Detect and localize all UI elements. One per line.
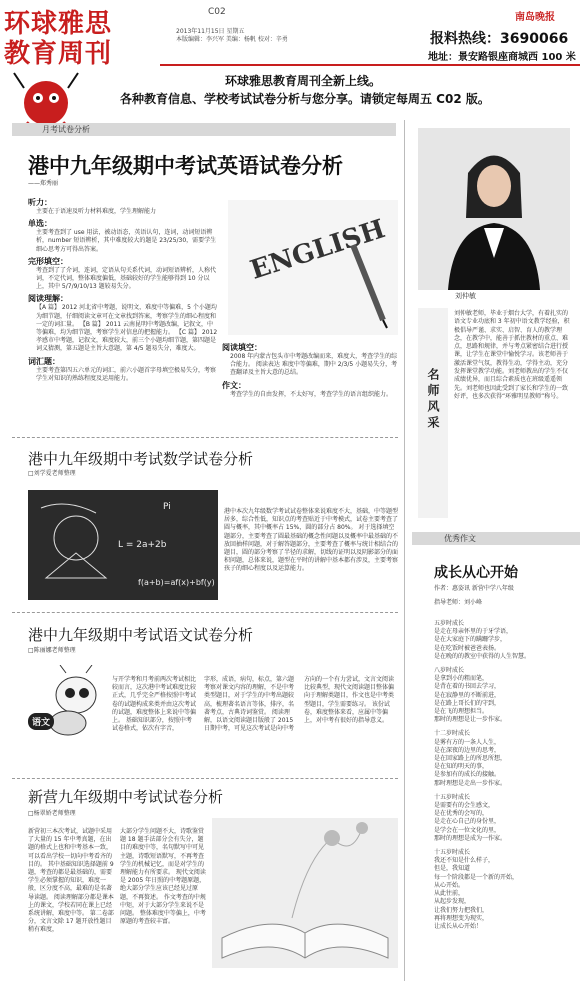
teacher-photo xyxy=(418,128,570,290)
page-code: C02 xyxy=(208,7,226,17)
math-sketch xyxy=(36,498,116,593)
article-xinying-byline: □杨翠娇老师整理 xyxy=(28,810,76,817)
section-head: 听力： xyxy=(28,198,52,207)
column-label-box xyxy=(418,308,448,518)
math-chalkboard-image xyxy=(28,490,218,600)
pen-icon xyxy=(343,240,398,330)
article-math-byline: □刘学爱老师整理 xyxy=(28,470,76,477)
newspaper-logo: 南岛晚报 xyxy=(515,12,555,23)
article-xinying-col1: 新营初三本次考试，试题中采用了大量的 15 年中考真题，在出题的格式上也和中考基本一致，可以看出学校一切向中考看齐的目的。 其中基础知识选择题前 9 题，考查的都是最基础的，需要学生必须掌握的知识，难度一般，区分度不高，最难的是名著导读题。 阅读理解部分都是课本上的课文，学校若同在课上已经系统讲解，难度中等。 第二卷部分，文言文除 17 题开放性题目稍有难度， xyxy=(28,828,114,934)
article-chinese-col3: 方向的一个有力尝试，文言文阅读比较典型，现代文阅读题目整体偏向于理解类题目，作文也是中考类型题目，学生需要练习。 该份试卷，难度整体来看，应属中等偏上，对中考有很好的指导意义。 xyxy=(304,676,395,725)
section-text: 主要考查到了 use 用法，被动语态，英语认句，连词，动词短语辨析，number 短语辨析，其中难度较大的题是 23/25/30，需要学生细心思考方可得出答案。 xyxy=(36,229,217,253)
formula-3: Pi xyxy=(163,502,171,512)
section-head: 作文： xyxy=(222,380,246,390)
masthead-title-line1: 环球雅思 xyxy=(4,9,113,39)
divider xyxy=(12,778,398,780)
chinese-logo-text: 语文 xyxy=(28,713,54,730)
section-text: 2008 年内蒙古包头市中考题改编而来，难度大，考查学生的综合能力。 阅读表达 难度中等偏难，期中 2/3/5 小题易失分，考查翻译及主旨大意的总结。 xyxy=(230,353,398,377)
article-english-body-left xyxy=(28,195,218,383)
teacher-name: 刘仲敏 xyxy=(455,292,476,300)
section-head: 词汇题： xyxy=(28,356,60,366)
english-illustration xyxy=(228,200,398,335)
divider xyxy=(12,612,398,614)
essay-author: 作者：惠姿讯 新营中学八年级 xyxy=(434,585,514,592)
section-text: 主要在于语速及听力材料难度，学生理解能力 xyxy=(36,208,157,215)
banner-line-1: 环球雅思教育周刊全新上线。 xyxy=(225,74,382,88)
essay-poem xyxy=(434,620,574,931)
poem-stanza: 十二岁时成长 是雾有方的一条人人生， 是在深夜的边里的思考， 是在回家路上的所思所想， 是在知的明天的事， 是参加有的成长的接触。 那时理想是走出一步作家。 xyxy=(434,730,507,787)
address: 地址：景安路银座商城西 100 米 xyxy=(428,52,576,63)
date-line-1: 2013年11月15日 星期五 xyxy=(176,28,245,35)
article-xinying-col2: 大部分学生问题不大，诗歌鉴赏题 18 题手法部分会有失分，题目的难度中等，名句默写中可见主题，诗歌短语默写，不再考查学生的机械记忆，而是对学生的理解能力有所要求。 现代文阅读是 2005 年日照的中考题原题，绝大部分学生应该已经见过原题，不再赘述。 作文考查的中规中矩，对于大部分学生来说不是问题。 整体难度中等偏上，中考原题的考查较丰富。 xyxy=(120,828,206,926)
article-xinying-title: 新营九年级期中考试试卷分析 xyxy=(28,788,224,806)
section-text: 主要考查第四五六单元的词汇，前六小题首字母填空极易失分，考察学生对知识的熟练程度及运用能力。 xyxy=(36,366,217,382)
formula-2: f(a+b)=af(x)+bf(y) xyxy=(138,578,215,587)
date-line-2: 本版编辑：李兴军 美编：杨帆 校对：辛勇 xyxy=(176,36,288,43)
hotline-number: 3690066 xyxy=(500,31,569,47)
section-head: 阅读填空： xyxy=(222,343,262,352)
banner-line-2: 各种教育信息、学校考试试卷分析与您分享。请锁定每周五 C02 版。 xyxy=(120,92,490,106)
bee-icon xyxy=(28,665,108,745)
mascot-icon xyxy=(6,68,86,148)
section-head: 单选： xyxy=(28,219,52,229)
teacher-bio: 刘仲敏老师，毕业于烟台大学，有着扎实的语文专业功底和 3 年初中语文教学经验，积极倡导严谨、求实、启智、育人的教学理念，在教学中，能善于抓住教材的重点、难点，思路和规律，并与考点紧密结合进行授课，让学生在课堂中愉悦学习。该老师善于激活课堂气氛，教得生动，学得主动，充分发挥课堂教学功能。刘老师教出的学生不仅成绩优异，而且综合素质也在班级遥遥领先。刘老师也因此受到了家长和学生的一致好评，也多次获得“环雅明星教师”称号。 xyxy=(454,310,570,400)
book-icon xyxy=(212,818,398,968)
article-math-text: 港中本次九年级数学考试试卷整体来说难度不大，基础，中等题型居多，综合性低，知识点的考查贴近于中考模式，试卷主要考查了圆与概率，其中概率占 15%，圆的部分占 80%。 对于选择填空题部分，主要考查了圆最基础的概念性问题以及概率中最基础的不放回抽样问题，对于解答题部分，主要考查了概率与统计相结合的题目，圆的部分考察了半径的求解，切线的证明以及阴影部分的面积问题，总体来说，题型在平时的讲解中基本都有涉及，主要考察孩子的细心程度以及运算能力。 xyxy=(224,508,399,573)
poem-stanza: 八岁时成长 是拿到小的粗而笔， 是背在着的书回去学习， 是在寂静里的不断前进， 是在路上哥长们的守到， 是在飞的理想担当。 那时的理想是让一步作家。 xyxy=(434,667,507,724)
essay-teacher: 指导老师：刘小峰 xyxy=(434,599,483,606)
column-label: 名师风采 xyxy=(426,368,440,432)
open-book-image xyxy=(212,818,398,968)
section-text: 考查学生的自由发挥，不太好写，考查学生的语言组织能力。 xyxy=(230,390,393,398)
teacher-portrait-icon xyxy=(418,128,570,290)
article-chinese-col1: 与开学考和月考前两次考试相比较而言，这次港中考试难度比较正式，几乎完全严格按照中考试卷的试题构成来类并由这次考试的试题，难度整体上来说中等偏上。 基础知识部分，按照中考试卷格式，依次有字音， xyxy=(112,676,197,733)
formula-1: L = 2a+2b xyxy=(118,540,167,550)
article-english-byline: ——郑秀丽 xyxy=(28,180,59,187)
header-rule xyxy=(160,64,580,66)
article-english-body-right xyxy=(222,340,398,399)
poem-stanza: 十五岁时成长 我还不知是什么样子， 但是，我知道 每一个阶段都是一个新的开始， 从心开始。 从此往前， 从起步发现， 让我们努力把我们， 再将理想变为现实， 让成长从心开始！ xyxy=(434,849,519,930)
poem-stanza: 五岁时成长 是走在母亲怀里的于牙学语， 是在大家庭下的蹒跚学步， 是在吃饭时被爸爸表扬。 是在晚的的教室中获得的人生智慧。 xyxy=(434,620,531,660)
article-english-title: 港中九年级期中考试英语试卷分析 xyxy=(28,154,343,178)
divider xyxy=(12,437,398,439)
bee-mascot xyxy=(28,665,108,745)
article-chinese-col2: 字形，成语，病句，标点，第六题考察对课文内容的理解，不是中考类型题目，对于学生的中考出题较高，梳理著名语言等体，排序，名著考点，古典诗词鉴赏。 阅读理解，以语文阅读题目版般了 2015 日期中考，可见这次考试是向中考 xyxy=(204,676,295,733)
article-chinese-byline: □陈丽娜老师整理 xyxy=(28,647,76,654)
section-tag: 月考试卷分析 xyxy=(12,123,396,136)
section-text: 【A 篇】 2012 河北省中考题，说明文，难度中等偏难，5 个小题均为细节题，仔细阅读文章可在文章找到答案，考察学生的细心程度和一定的词汇量。 【B 篇】 2011 云南昆明中考题改编，记叙文，中等偏难，均为细节题，考察学生对信息的把握能力。 【C 篇】 2012 孝感市中考题，记叙文，难度较大，前三个小题均细节题，第四题是词义猜测，第五题是主旨大意题，第 4/5 题易失分，难度大。 xyxy=(36,304,218,353)
section-head: 阅读理解： xyxy=(28,294,68,304)
hotline-label: 报料热线： xyxy=(430,31,500,47)
article-chinese-title: 港中九年级期中考试语文试卷分析 xyxy=(28,626,254,644)
sidebar-divider xyxy=(404,120,405,981)
masthead-title-line2: 教育周刊 xyxy=(4,39,113,69)
article-math-title: 港中九年级期中考试数学试卷分析 xyxy=(28,450,254,468)
essay-title: 成长从心开始 xyxy=(434,565,518,581)
english-word-art: ENGLISH xyxy=(246,214,389,286)
essay-tag: 优秀作文 xyxy=(412,532,580,545)
section-text: 考查到了了介词，连词，定语从句关系代词，动词短语辨析，人称代词，不定代词，整体难度偏低，基础较好的学生能够得到 10 分以上，其中 5/7/9/10/13 题较易失分。 xyxy=(36,266,217,291)
hotline xyxy=(430,28,568,48)
section-head: 完形填空： xyxy=(28,256,68,266)
poem-stanza: 十五岁时成长 是需要有的会生感文， 是在优秀的会写的， 是走在心自己的身份里， 是学会在一位文化的里， 那时的理想是成为一作家。 xyxy=(434,793,507,842)
